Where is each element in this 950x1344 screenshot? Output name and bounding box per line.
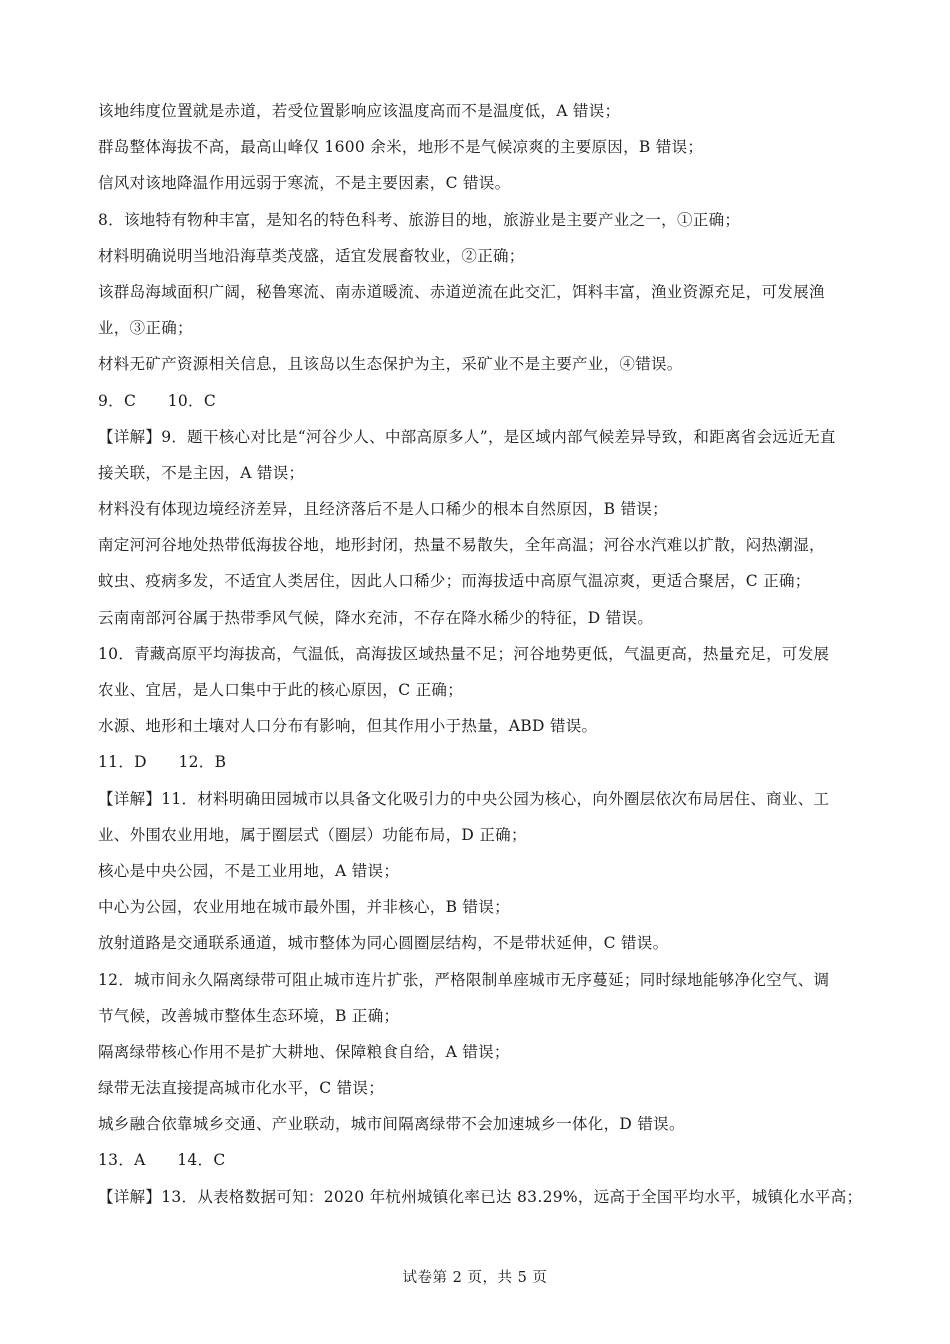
answer-explanation-body (98, 93, 868, 1215)
text-line: 8．该地特有物种丰富，是知名的特色科考、旅游目的地，旅游业是主要产业之一，①正确； (98, 210, 741, 229)
answer-key-line: 9．C 10．C (98, 391, 217, 410)
answer-key-line: 13．A 14．C (98, 1151, 226, 1170)
text-line: 业，③正确； (98, 319, 193, 338)
text-line: 该群岛海域面积广阔，秘鲁寒流、南赤道暖流、赤道逆流在此交汇，饵料丰富，渔业资源充足，可发展渔 (98, 282, 825, 301)
text-line: 材料明确说明当地沿海草类茂盛，适宜发展畜牧业，②正确； (98, 246, 525, 265)
text-line: 该地纬度位置就是赤道，若受位置影响应该温度高而不是温度低，A 错误； (98, 102, 621, 120)
text-line: 材料无矿产资源相关信息，且该岛以生态保护为主，采矿业不是主要产业，④错误。 (98, 355, 683, 374)
answer-key-line: 11．D 12．B (98, 753, 227, 772)
text-line: 12．城市间永久隔离绿带可阻止城市连片扩张，严格限制单座城市无序蔓延；同时绿地能够净化空气、调 (98, 970, 830, 989)
text-line: 核心是中央公园，不是工业用地，A 错误； (98, 861, 400, 880)
text-line: 【详解】11．材料明确田园城市以具备文化吸引力的中央公园为核心，向外圈层依次布局居住、商业、工 (98, 789, 830, 808)
text-line: 蚊虫、疫病多发，不适宜人类居住，因此人口稀少；而海拔适中高原气温凉爽，更适合聚居，C 正确； (98, 572, 811, 591)
text-line: 【详解】13．从表格数据可知：2020 年杭州城镇化率已达 83.29%，远高于全国平均水平，城镇化水平高； (98, 1187, 863, 1206)
text-line: 接关联，不是主因，A 错误； (98, 463, 305, 482)
text-line: 放射道路是交通联系通道，城市整体为同心圆圈层结构，不是带状延伸，C 错误。 (98, 934, 669, 953)
text-line: 城乡融合依靠城乡交通、产业联动，城市间隔离绿带不会加速城乡一体化，D 错误。 (98, 1115, 685, 1134)
text-line: 节气候，改善城市整体生态环境，B 正确； (98, 1006, 400, 1025)
page-footer: 试卷第 2 页，共 5 页 (402, 1270, 548, 1286)
text-line: 水源、地形和土壤对人口分布有影响，但其作用小于热量，ABD 错误。 (98, 717, 598, 736)
text-line: 中心为公园，农业用地在城市最外围，并非核心，B 错误； (98, 898, 510, 917)
text-line: 南定河河谷地处热带低海拔谷地，地形封闭，热量不易散失，全年高温；河谷水汽难以扩散，闷热潮湿， (98, 536, 825, 555)
text-line: 农业、宜居，是人口集中于此的核心原因，C 正确； (98, 681, 463, 699)
text-line: 群岛整体海拔不高，最高山峰仅 1600 余米，地形不是气候凉爽的主要原因，B 错误； (98, 138, 704, 157)
text-line: 【详解】9．题干核心对比是“河谷少人、中部高原多人”，是区域内部气候差异导致，和距离省会远近无直 (98, 427, 836, 446)
text-line: 业、外围农业用地，属于圈层式（圈层）功能布局，D 正确； (98, 825, 527, 844)
text-line: 绿带无法直接提高城市化水平，C 错误； (98, 1079, 384, 1098)
text-line: 隔离绿带核心作用不是扩大耕地、保障粮食自给，A 错误； (98, 1042, 510, 1061)
text-line: 信风对该地降温作用远弱于寒流，不是主要因素，C 错误。 (98, 174, 511, 193)
text-line: 云南南部河谷属于热带季风气候，降水充沛，不存在降水稀少的特征，D 错误。 (98, 608, 654, 627)
text-line: 材料没有体现边境经济差异，且经济落后不是人口稀少的根本自然原因，B 错误； (98, 500, 668, 519)
text-line: 10．青藏高原平均海拔高，气温低，高海拔区域热量不足；河谷地势更低，气温更高，热量充足，可发展 (98, 644, 830, 663)
